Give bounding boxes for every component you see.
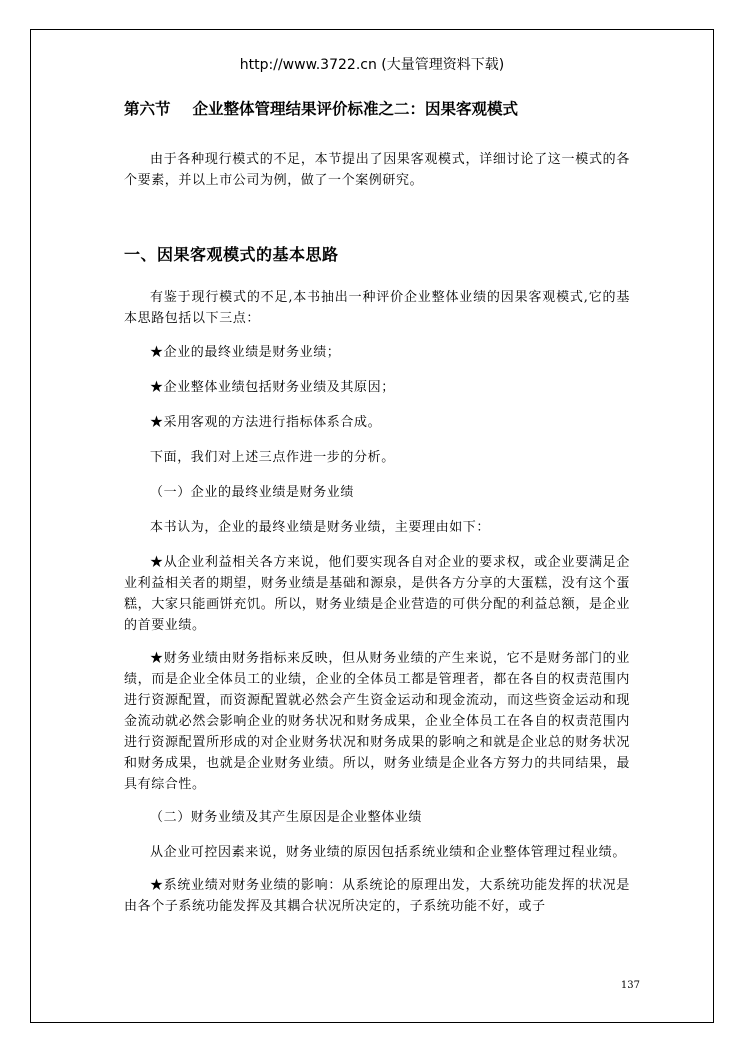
- section-number: 第六节: [124, 100, 171, 118]
- intro-paragraph: 由于各种现行模式的不足，本节提出了因果客观模式，详细讨论了这一模式的各个要素，并以上市公司为例，做了一个案例研究。: [124, 152, 630, 188]
- subheading-2: （二）财务业绩及其产生原因是企业整体业绩: [150, 810, 423, 825]
- paragraph-4: ★从企业利益相关各方来说，他们要实现各自对企业的要求权，或企业要满足企业利益相关者的期望，财务业绩是基础和源泉，是供各方分享的大蛋糕，没有这个蛋糕，大家只能画饼充饥。所以，财务业绩是企业营造的可供分配的利益总额，是企业的首要业绩。: [124, 555, 630, 633]
- paragraph-5: ★财务业绩由财务指标来反映，但从财务业绩的产生来说，它不是财务部门的业绩，而是企业全体员工的业绩，企业的全体员工都是管理者，都在各自的权责范围内进行资源配置，而资源配置就必然会产生资金运动和现金流动，而这些资金运动和现金流动就必然会影响企业的财务状况和财务成果，企业全体员工在各自的权责范围内进行资源配置所形成的对企业财务状况和财务成果的影响之和就是企业总的财务状况和财务成果，也就是企业财务业绩。所以，财务业绩是企业各方努力的共同结果，最具有综合性。: [124, 651, 630, 792]
- paragraph-1: 有鉴于现行模式的不足,本书抽出一种评价企业整体业绩的因果客观模式,它的基本思路包括以下三点：: [124, 290, 630, 326]
- document-body: [124, 96, 630, 917]
- subheading-1: （一）企业的最终业绩是财务业绩: [150, 485, 355, 500]
- bullet-item: ★采用客观的方法进行指标体系合成。: [150, 415, 382, 430]
- paragraph-6: 从企业可控因素来说，财务业绩的原因包括系统业绩和企业整体管理过程业绩。: [150, 845, 627, 860]
- paragraph-3: 本书认为，企业的最终业绩是财务业绩，主要理由如下：: [150, 520, 491, 535]
- section-title: [124, 96, 630, 122]
- paragraph-7: ★系统业绩对财务业绩的影响：从系统论的原理出发，大系统功能发挥的状况是由各个子系统功能发挥及其耦合状况所决定的，子系统功能不好，或子: [124, 878, 630, 914]
- section-title-text: 企业整体管理结果评价标准之二：因果客观模式: [192, 100, 519, 118]
- bullet-item: ★企业整体业绩包括财务业绩及其原因；: [150, 380, 395, 395]
- page-number: 137: [620, 980, 640, 991]
- page-header: http://www.3722.cn (大量管理资料下载): [239, 57, 505, 73]
- paragraph-2: 下面，我们对上述三点作进一步的分析。: [150, 450, 395, 465]
- heading-1: 一、因果客观模式的基本思路: [124, 245, 339, 264]
- bullet-item: ★企业的最终业绩是财务业绩；: [150, 345, 341, 360]
